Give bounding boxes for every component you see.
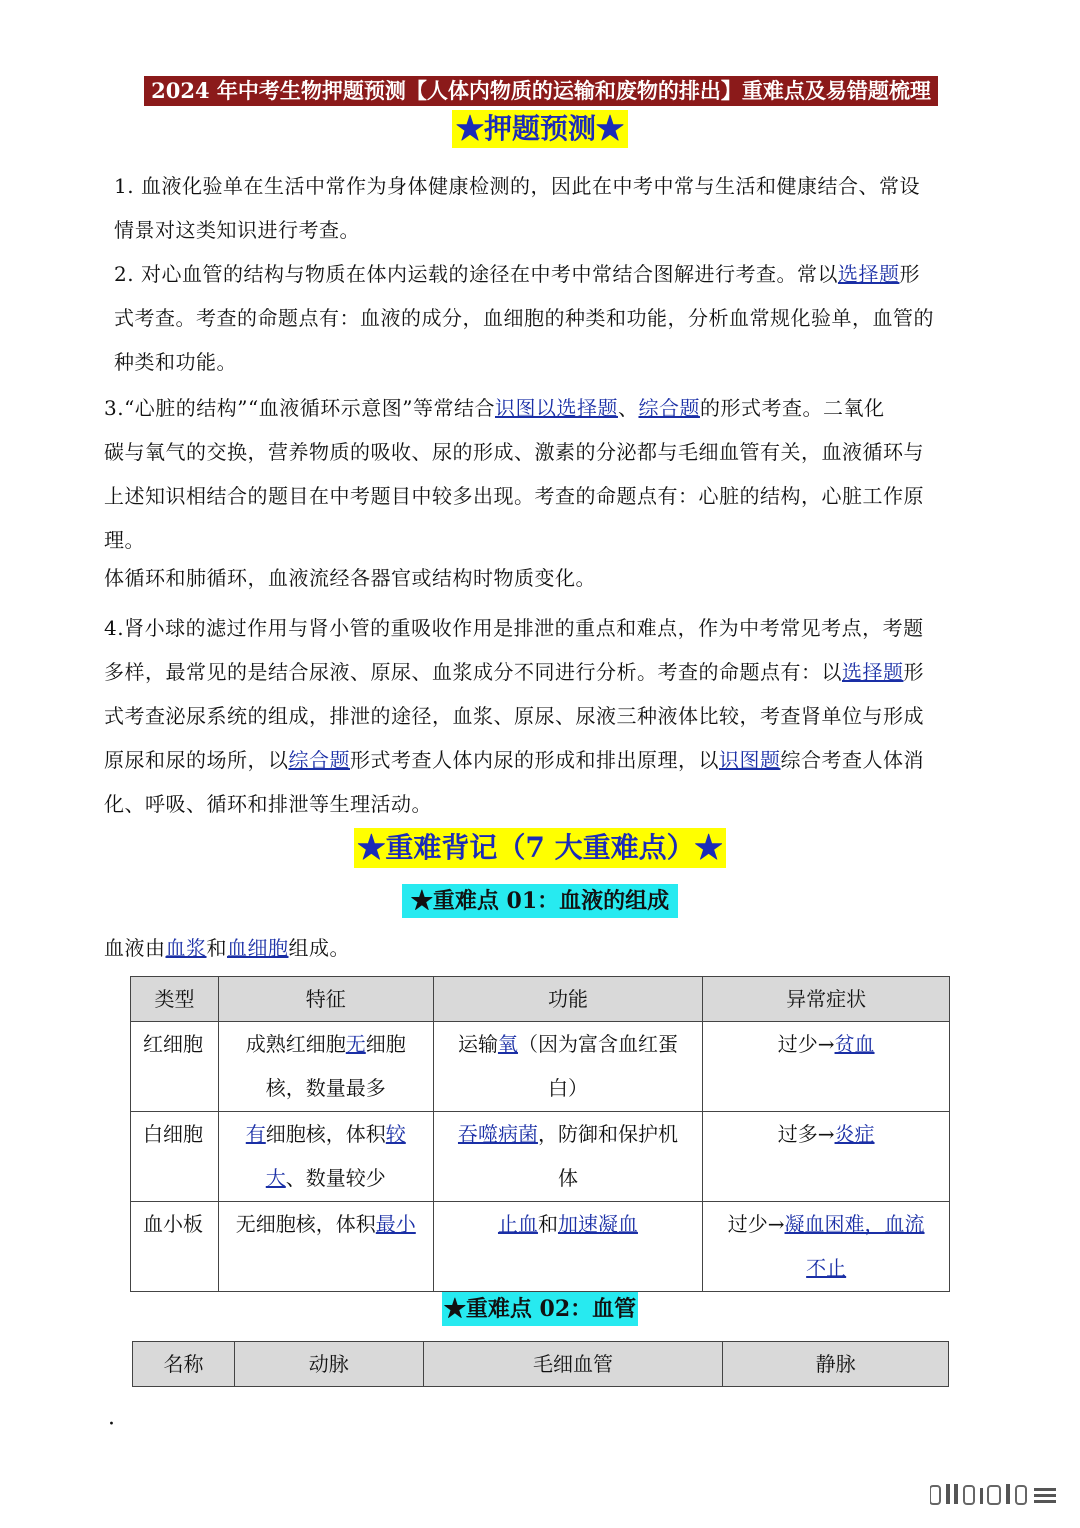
link-anemia[interactable]: 贫血 <box>834 1032 875 1056</box>
text: 体 <box>557 1166 578 1190</box>
watermark-icon <box>930 1482 1060 1508</box>
table-row-white-cell <box>131 1112 950 1202</box>
paragraph-line: 4.肾小球的滤过作用与肾小管的重吸收作用是排泄的重点和难点，作为中考常见考点，考题 <box>104 616 924 640</box>
text: 过多→ <box>777 1122 835 1146</box>
text: 多样，最常见的是结合尿液、原尿、血浆成分不同进行分析。考查的命题点有：以 <box>104 660 842 684</box>
text: ，防御和保护机 <box>537 1122 678 1146</box>
column-header: 功能 <box>433 977 703 1022</box>
text: 原尿和尿的场所，以 <box>104 748 289 772</box>
text: 血液由 <box>104 936 166 960</box>
cell-feature <box>218 1112 433 1202</box>
link-coagulation[interactable]: 加速凝血 <box>557 1212 638 1236</box>
text: 的形式考查。二氧化 <box>699 396 885 420</box>
link-choice-question[interactable]: 选择题 <box>842 660 904 684</box>
blood-intro <box>104 926 350 970</box>
document-title: 2024 年中考生物押题预测【人体内物质的运输和废物的排出】重难点及易错题梳理 <box>144 76 938 106</box>
text: 细胞 <box>365 1032 406 1056</box>
blood-vessel-table <box>132 1341 949 1387</box>
paragraph-line: 情景对这类知识进行考查。 <box>114 218 360 242</box>
link-hemostasis[interactable]: 止血 <box>497 1212 538 1236</box>
text: 形 <box>903 660 924 684</box>
table-header-row <box>133 1342 949 1387</box>
paragraph-line: 化、呼吸、循环和排泄等生理活动。 <box>104 792 432 816</box>
link-no[interactable]: 无 <box>345 1032 366 1056</box>
link-comprehensive-question[interactable]: 综合题 <box>288 748 350 772</box>
link-larger[interactable]: 较 <box>385 1122 406 1146</box>
cell-type: 白细胞 <box>131 1112 219 1202</box>
paragraph-4 <box>104 606 924 826</box>
text: 和 <box>537 1212 558 1236</box>
paragraph-line <box>114 252 934 296</box>
key-point-02-heading: ★重难点 02：血管 <box>442 1292 638 1326</box>
paragraph-line: 1. 血液化验单在生活中常作为身体健康检测的，因此在中考中常与生活和健康结合、常设 <box>114 174 920 198</box>
link-choice-question[interactable]: 选择题 <box>837 262 900 286</box>
column-header: 异常症状 <box>703 977 950 1022</box>
link-diagram-choice[interactable]: 识图以选择题 <box>494 396 618 420</box>
paragraph-3 <box>104 386 924 562</box>
table-header-row <box>131 977 950 1022</box>
table-row-platelet <box>131 1202 950 1292</box>
link-oxygen[interactable]: 氧 <box>497 1032 518 1056</box>
cell-abnormal <box>703 1112 950 1202</box>
paragraph-line: 碳与氧气的交换，营养物质的吸收、尿的形成、激素的分泌都与毛细血管有关，血液循环与 <box>104 440 924 464</box>
text: 细胞核，体积 <box>265 1122 386 1146</box>
text: 形 <box>899 262 920 286</box>
cell-feature <box>218 1022 433 1112</box>
cell-feature <box>218 1202 433 1292</box>
text: 白） <box>547 1076 588 1100</box>
cell-function <box>433 1022 703 1112</box>
text: 和 <box>206 936 227 960</box>
link-bleeding[interactable]: 凝血困难，血流 <box>784 1212 925 1236</box>
text: 成熟红细胞 <box>245 1032 346 1056</box>
paragraph-2 <box>114 252 934 384</box>
link-diagram-question[interactable]: 识图题 <box>719 748 781 772</box>
link-inflammation[interactable]: 炎症 <box>834 1122 875 1146</box>
link-smallest[interactable]: 最小 <box>375 1212 416 1236</box>
column-header: 毛细血管 <box>423 1342 723 1387</box>
paragraph-1 <box>114 164 920 252</box>
cell-type: 血小板 <box>131 1202 219 1292</box>
paragraph-line: 种类和功能。 <box>114 350 237 374</box>
section-heading-key-points: ★重难背记（7 大重难点）★ <box>354 828 726 868</box>
text: 过少→ <box>777 1032 835 1056</box>
key-point-01-heading: ★重难点 01：血液的组成 <box>402 884 678 918</box>
text: 、数量较少 <box>285 1166 386 1190</box>
blood-cell-table <box>130 976 950 1292</box>
paragraph-3-tail: 体循环和肺循环，血液流经各器官或结构时物质变化。 <box>104 566 596 590</box>
column-header: 静脉 <box>723 1342 949 1387</box>
paragraph-line: 式考查泌尿系统的组成，排泄的途径，血浆、原尿、尿液三种液体比较，考查肾单位与形成 <box>104 704 924 728</box>
paragraph-line: 上述知识相结合的题目在中考题目中较多出现。考查的命题点有：心脏的结构，心脏工作原 <box>104 484 924 508</box>
column-header: 类型 <box>131 977 219 1022</box>
column-header: 动脉 <box>234 1342 423 1387</box>
text: 形式考查人体内尿的形成和排出原理，以 <box>350 748 719 772</box>
paragraph-line: 式考查。考查的命题点有：血液的成分，血细胞的种类和功能，分析血常规化验单，血管的 <box>114 306 934 330</box>
link-has[interactable]: 有 <box>245 1122 266 1146</box>
text: （因为富含血红蛋 <box>517 1032 678 1056</box>
link-plasma[interactable]: 血浆 <box>165 936 207 960</box>
paragraph-line <box>104 386 924 430</box>
paragraph-line <box>104 738 924 782</box>
table-row-red-cell <box>131 1022 950 1112</box>
text: 、 <box>617 396 639 420</box>
link-phagocytosis[interactable]: 吞噬病菌 <box>457 1122 538 1146</box>
link-blood-cells[interactable]: 血细胞 <box>227 936 289 960</box>
link-comprehensive-question[interactable]: 综合题 <box>638 396 700 420</box>
cell-function <box>433 1112 703 1202</box>
text: 无细胞核，体积 <box>235 1212 376 1236</box>
column-header: 特征 <box>218 977 433 1022</box>
text: 核，数量最多 <box>265 1076 386 1100</box>
column-header: 名称 <box>133 1342 235 1387</box>
cell-type: 红细胞 <box>131 1022 219 1112</box>
link-larger[interactable]: 大 <box>265 1166 286 1190</box>
link-bleeding[interactable]: 不止 <box>806 1256 847 1280</box>
text: 3.“心脏的结构”“血液循环示意图”等常结合 <box>104 396 495 420</box>
text: 2. 对心血管的结构与物质在体内运载的途径在中考中常结合图解进行考查。常以 <box>114 262 838 286</box>
paragraph-line <box>104 650 924 694</box>
paragraph-line: 理。 <box>104 528 145 552</box>
stray-dot: · <box>108 1412 115 1437</box>
text: 综合考查人体消 <box>780 748 924 772</box>
text: 组成。 <box>288 936 350 960</box>
text: 运输 <box>457 1032 498 1056</box>
cell-abnormal <box>703 1022 950 1112</box>
text: 过少→ <box>727 1212 785 1236</box>
section-heading-predict: ★押题预测★ <box>452 110 628 148</box>
cell-abnormal <box>703 1202 950 1292</box>
cell-function <box>433 1202 703 1292</box>
